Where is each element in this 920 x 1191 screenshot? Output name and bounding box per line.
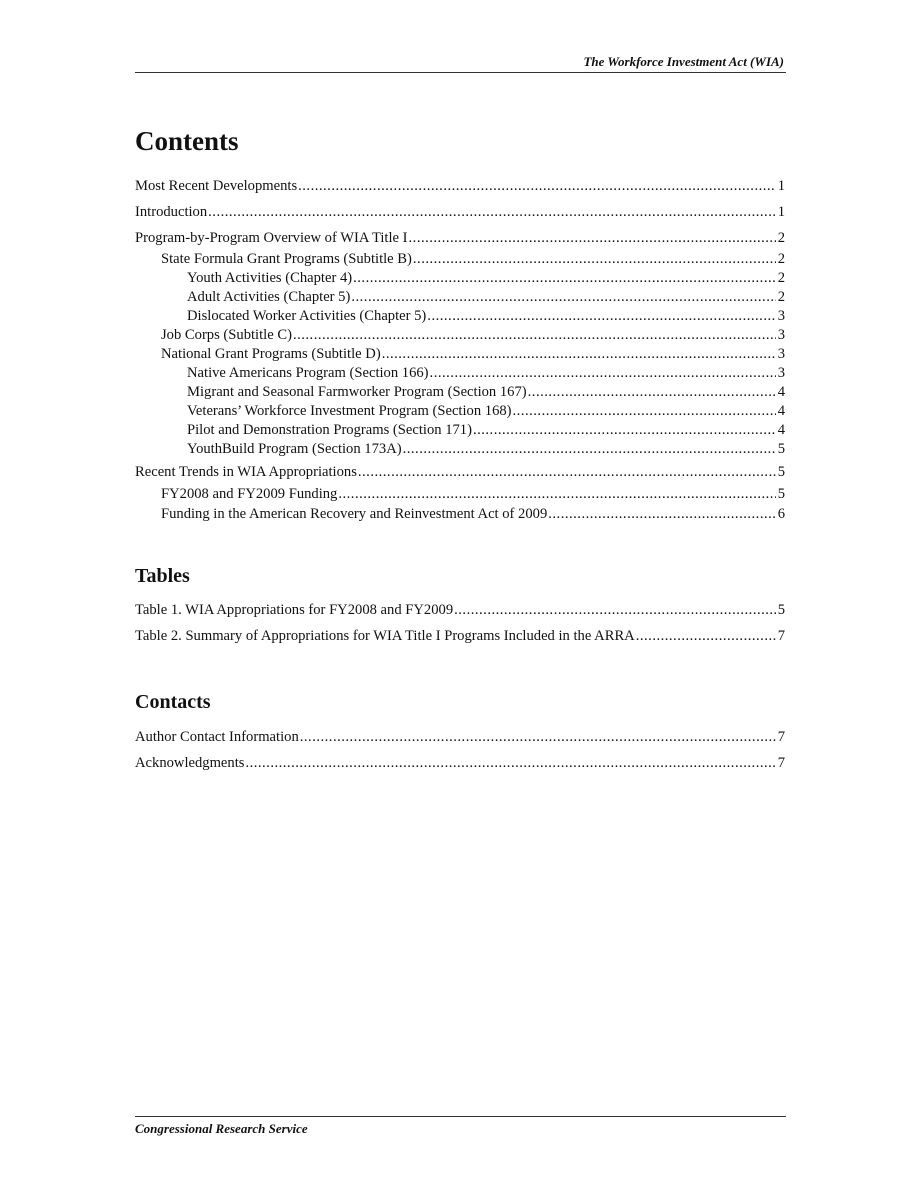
toc-entry[interactable] bbox=[135, 463, 785, 481]
page-footer bbox=[135, 1116, 786, 1137]
toc-entry-page: 5 bbox=[777, 464, 785, 480]
dot-leader bbox=[403, 440, 776, 458]
dot-leader bbox=[430, 364, 776, 382]
toc-entry-page: 4 bbox=[777, 403, 785, 419]
toc-entry[interactable] bbox=[187, 307, 785, 325]
toc-entry-title: YouthBuild Program (Section 173A) bbox=[187, 441, 402, 457]
toc-entry-page: 7 bbox=[777, 755, 785, 771]
dot-leader bbox=[338, 485, 776, 503]
toc-entry[interactable] bbox=[187, 421, 785, 439]
toc-entry[interactable] bbox=[187, 364, 785, 382]
toc-entry-title: Dislocated Worker Activities (Chapter 5) bbox=[187, 308, 427, 324]
toc-entry[interactable] bbox=[187, 288, 785, 306]
toc-entry-page: 5 bbox=[777, 441, 785, 457]
dot-leader bbox=[208, 203, 776, 221]
toc-entry[interactable] bbox=[135, 627, 785, 645]
page-header bbox=[135, 54, 786, 73]
toc-entry-page: 5 bbox=[777, 486, 785, 502]
contents-heading: Contents bbox=[135, 126, 239, 156]
toc-entry-title: Table 1. WIA Appropriations for FY2008 and FY2009 bbox=[135, 602, 454, 618]
dot-leader bbox=[513, 402, 776, 420]
footer-text: Congressional Research Service bbox=[135, 1121, 308, 1136]
toc-entry[interactable] bbox=[135, 203, 785, 221]
toc-entry-title: Acknowledgments bbox=[135, 755, 245, 771]
toc-entry[interactable] bbox=[135, 754, 785, 772]
toc-entry[interactable] bbox=[161, 485, 785, 503]
dot-leader bbox=[298, 177, 776, 195]
toc-entry[interactable] bbox=[161, 345, 785, 363]
dot-leader bbox=[454, 601, 776, 619]
toc-entry-page: 6 bbox=[777, 506, 785, 522]
dot-leader bbox=[413, 250, 776, 268]
contacts-heading: Contacts bbox=[135, 691, 211, 713]
toc-entry-title: Native Americans Program (Section 166) bbox=[187, 365, 429, 381]
dot-leader bbox=[353, 269, 776, 287]
dot-leader bbox=[358, 463, 776, 481]
toc-entry-page: 4 bbox=[777, 384, 785, 400]
dot-leader bbox=[636, 627, 776, 645]
dot-leader bbox=[528, 383, 776, 401]
toc-entry-title: Author Contact Information bbox=[135, 729, 299, 745]
toc-entry-title: Table 2. Summary of Appropriations for WIA Title I Programs Included in the ARRA bbox=[135, 628, 635, 644]
toc-entry-title: FY2008 and FY2009 Funding bbox=[161, 486, 338, 502]
toc-entry-title: Program-by-Program Overview of WIA Title I bbox=[135, 230, 408, 246]
toc-entry-title: Introduction bbox=[135, 204, 208, 220]
toc-entry-page: 7 bbox=[777, 729, 785, 745]
toc-entry-title: Funding in the American Recovery and Reinvestment Act of 2009 bbox=[161, 506, 548, 522]
toc-entry-page: 2 bbox=[777, 251, 785, 267]
toc-entry-title: Migrant and Seasonal Farmworker Program (Section 167) bbox=[187, 384, 527, 400]
toc-entry[interactable] bbox=[135, 601, 785, 619]
dot-leader bbox=[548, 505, 776, 523]
toc-entry-title: State Formula Grant Programs (Subtitle B) bbox=[161, 251, 412, 267]
toc-entry[interactable] bbox=[187, 402, 785, 420]
toc-entry-title: Job Corps (Subtitle C) bbox=[161, 327, 292, 343]
toc-entry[interactable] bbox=[161, 505, 785, 523]
dot-leader bbox=[427, 307, 776, 325]
toc-entry[interactable] bbox=[135, 229, 785, 247]
toc-entry[interactable] bbox=[187, 440, 785, 458]
toc-entry-page: 3 bbox=[777, 365, 785, 381]
toc-entry-page: 3 bbox=[777, 308, 785, 324]
toc-entry[interactable] bbox=[161, 326, 785, 344]
dot-leader bbox=[351, 288, 776, 306]
dot-leader bbox=[473, 421, 776, 439]
toc-entry-page: 5 bbox=[777, 602, 785, 618]
running-header-title: The Workforce Investment Act (WIA) bbox=[583, 54, 784, 69]
toc-entry-title: National Grant Programs (Subtitle D) bbox=[161, 346, 381, 362]
dot-leader bbox=[293, 326, 776, 344]
toc-entry[interactable] bbox=[187, 269, 785, 287]
toc-entry-page: 1 bbox=[777, 178, 785, 194]
dot-leader bbox=[409, 229, 776, 247]
toc-entry-title: Most Recent Developments bbox=[135, 178, 298, 194]
toc-entry[interactable] bbox=[161, 250, 785, 268]
toc-entry-page: 2 bbox=[777, 289, 785, 305]
toc-entry-page: 3 bbox=[777, 327, 785, 343]
toc-entry-page: 2 bbox=[777, 270, 785, 286]
dot-leader bbox=[300, 728, 776, 746]
toc-entry-page: 7 bbox=[777, 628, 785, 644]
toc-entry-title: Recent Trends in WIA Appropriations bbox=[135, 464, 357, 480]
toc-entry[interactable] bbox=[135, 177, 785, 195]
toc-entry[interactable] bbox=[135, 728, 785, 746]
toc-entry-page: 2 bbox=[777, 230, 785, 246]
toc-entry[interactable] bbox=[187, 383, 785, 401]
toc-entry-page: 3 bbox=[777, 346, 785, 362]
toc-entry-page: 1 bbox=[777, 204, 785, 220]
dot-leader bbox=[382, 345, 776, 363]
toc-entry-title: Pilot and Demonstration Programs (Section 171) bbox=[187, 422, 472, 438]
tables-heading: Tables bbox=[135, 565, 190, 587]
toc-entry-title: Adult Activities (Chapter 5) bbox=[187, 289, 351, 305]
dot-leader bbox=[245, 754, 776, 772]
toc-entry-title: Youth Activities (Chapter 4) bbox=[187, 270, 353, 286]
toc-entry-title: Veterans’ Workforce Investment Program (Section 168) bbox=[187, 403, 512, 419]
toc-entry-page: 4 bbox=[777, 422, 785, 438]
